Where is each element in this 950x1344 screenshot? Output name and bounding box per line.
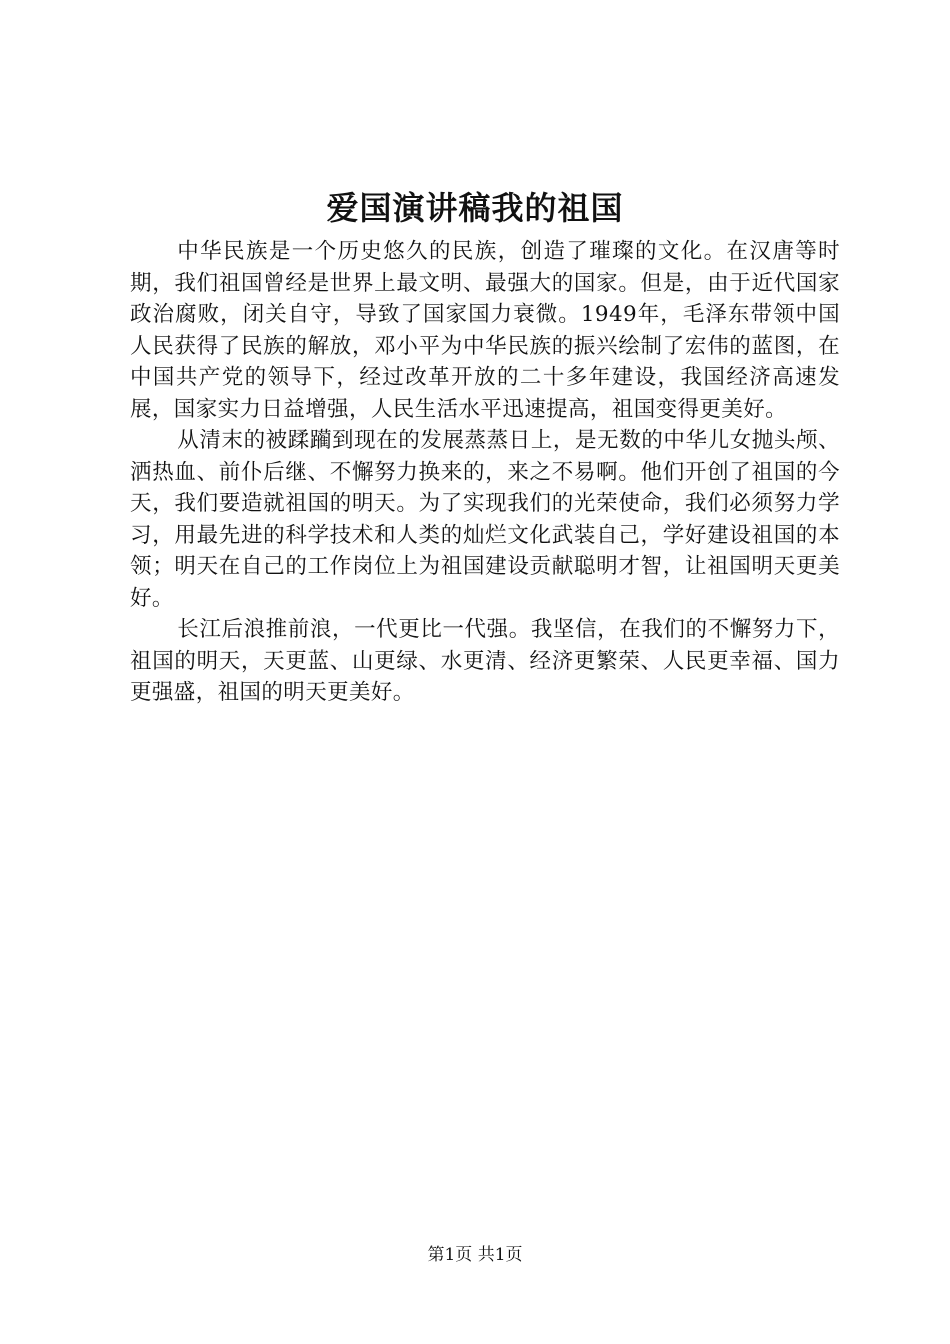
page-title: 爱国演讲稿我的祖国: [326, 189, 624, 227]
document-body: [130, 236, 840, 709]
page-footer: 第1页 共1页: [427, 1245, 523, 1265]
paragraph-3: 长江后浪推前浪，一代更比一代强。我坚信，在我们的不懈努力下，祖国的明天，天更蓝、山更绿、水更清、经济更繁荣、人民更幸福、国力更强盛，祖国的明天更美好。: [130, 617, 840, 705]
paragraph-1: 中华民族是一个历史悠久的民族，创造了璀璨的文化。在汉唐等时期，我们祖国曾经是世界上最文明、最强大的国家。但是，由于近代国家政治腐败，闭关自守，导致了国家国力衰微。1949年，毛泽东带领中国人民获得了民族的解放，邓小平为中华民族的振兴绘制了宏伟的蓝图，在中国共产党的领导下，经过改革开放的二十多年建设，我国经济高速发展，国家实力日益增强，人民生活水平迅速提高，祖国变得更美好。: [130, 239, 840, 422]
paragraph-2: 从清末的被蹂躏到现在的发展蒸蒸日上，是无数的中华儿女抛头颅、洒热血、前仆后继、不懈努力换来的，来之不易啊。他们开创了祖国的今天，我们要造就祖国的明天。为了实现我们的光荣使命，我们必须努力学习，用最先进的科学技术和人类的灿烂文化武装自己，学好建设祖国的本领；明天在自己的工作岗位上为祖国建设贡献聪明才智，让祖国明天更美好。: [130, 428, 840, 611]
